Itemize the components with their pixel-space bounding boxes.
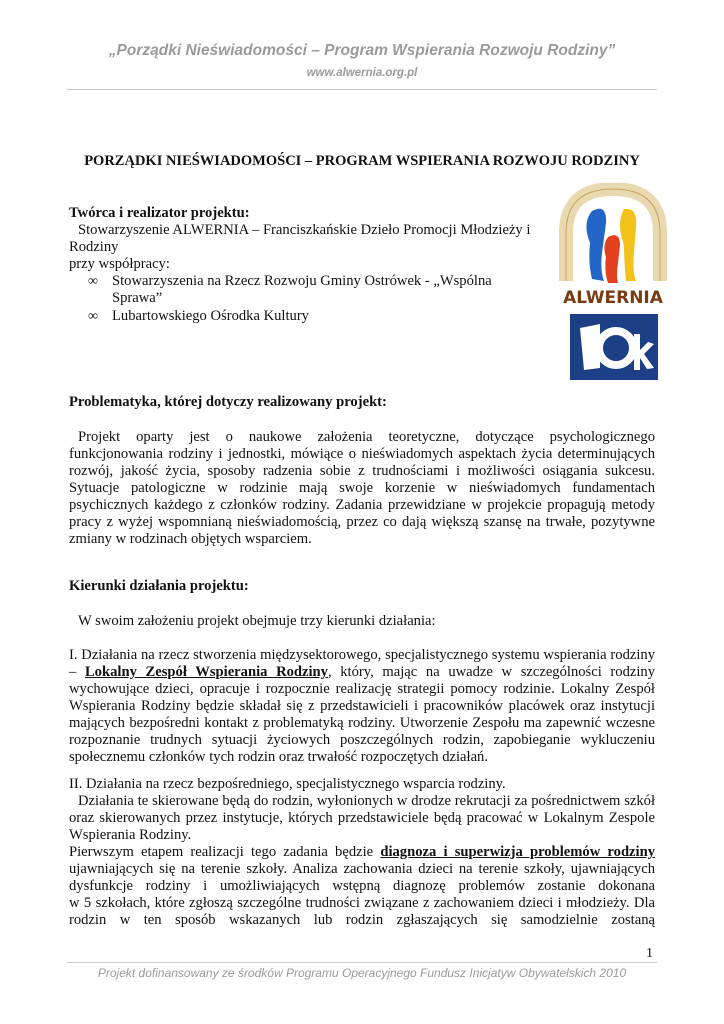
section1-line: mających bezpośredni kontakt z problematyką rodziny. Utworzenie Zespołu ma zapewnić wczesne: [69, 715, 655, 731]
section2-line: Wspierania Rodziny.: [69, 827, 192, 843]
header-title: „Porządki Nieświadomości – Program Wspierania Rozwoju Rodziny”: [108, 42, 616, 59]
infinity-bullet-icon: ∞: [88, 309, 98, 324]
page-number: 1: [646, 946, 653, 961]
section1-line1: I. Działania na rzecz stworzenia międzysektorowego, specjalistycznego systemu wspierania rodziny: [69, 647, 655, 663]
section2-line: ujawniających się na terenie szkoły. Analiza zachowania dzieci na terenie szkoły, ujawniających: [69, 861, 655, 877]
creator-line1: Stowarzyszenie ALWERNIA – Franciszkańskie Dzieło Promocji Młodzieży i: [78, 222, 531, 238]
header-url[interactable]: www.alwernia.org.pl: [306, 67, 418, 79]
problem-line: zmiany w rodzinach objętych wsparciem.: [69, 531, 312, 547]
creator-line2: Rodziny: [69, 239, 119, 255]
section2-line: rodzin w ten sposób wskazanych lub rodzin zgłaszających się samodzielnie zostaną: [69, 912, 655, 928]
alwernia-logo: [552, 183, 674, 305]
diagnoza-highlight: diagnoza i superwizja problemów rodziny: [380, 844, 656, 860]
document-title: PORZĄDKI NIEŚWIADOMOŚCI – PROGRAM WSPIERANIA ROZWOJU RODZINY: [84, 153, 640, 169]
section2-line: dysfunkcje rodziny i umożliwiających wstępną diagnozę problemów zostanie dokonana: [69, 878, 655, 894]
directions-heading: Kierunki działania projektu:: [69, 578, 249, 594]
lok-emblem-icon: [570, 314, 658, 380]
section1-line2: – Lokalny Zespół Wspierania Rodziny, który, mając na uwadze w szczególności rodziny: [69, 664, 655, 680]
section2-line1: II. Działania na rzecz bezpośredniego, specjalistycznego wsparcia rodziny.: [69, 776, 506, 792]
section2-line: w 5 szkołach, które zgłoszą szczególne trudności związane z zachowaniem dzieci i młodzieży. Dla: [69, 895, 655, 911]
lok-logo: [570, 314, 658, 380]
alwernia-wordmark: ALWERNIA: [563, 288, 663, 305]
problem-line: psychicznych każdego z członków rodziny. Zadania przewidziane w projekcie propagują metody: [69, 497, 655, 513]
header-divider: [67, 89, 657, 90]
problem-line: rozwój, jakość życia, sposoby radzenia sobie z trudnościami i możliwości osiągania sukcesu.: [69, 463, 655, 479]
footer-divider: [67, 962, 657, 963]
section1-line: rozpoznanie trudnych sytuacji życiowych poszczególnych rodzin, zapobieganie wykluczeniu: [69, 732, 655, 748]
infinity-bullet-icon: ∞: [88, 274, 98, 289]
lokalny-zespol-highlight: Lokalny Zespół Wspierania Rodziny: [84, 664, 328, 680]
section1-line: Wspierania Rodziny będzie składał się z przedstawicieli i pracowników placówek oraz instytucji: [69, 698, 655, 714]
problem-line: funkcjonowania rodziny i jednostki, mówiące o nieświadomych aspektach życia determinujących: [69, 446, 655, 462]
footer-text: Projekt dofinansowany ze środków Programu Operacyjnego Fundusz Inicjatyw Obywatelskich 2010: [97, 966, 627, 980]
partner-1-line1: Stowarzyszenia na Rzecz Rozwoju Gminy Ostrówek - „Wspólna: [112, 273, 492, 289]
cooperation-label: przy współpracy:: [69, 256, 170, 272]
partner-2-line1: Lubartowskiego Ośrodka Kultury: [112, 308, 309, 324]
problem-line: pracy z wyżej wspomnianą nieświadomością, przez co dają większą szansę na trwałe, pozytywne: [69, 514, 655, 530]
directions-intro: W swoim założeniu projekt obejmuje trzy kierunki działania:: [78, 613, 436, 629]
section2-line: Działania te skierowane będą do rodzin, wyłonionych w drodze rekrutacji za pośrednictwem szkół: [78, 793, 655, 809]
problem-heading: Problematyka, której dotyczy realizowany projekt:: [69, 394, 387, 410]
partner-1-line2: Sprawa”: [112, 290, 163, 306]
problem-line: Projekt oparty jest o naukowe założenia teoretyczne, dotyczące psychologicznego: [78, 429, 655, 445]
problem-line: Sytuacje patologiczne w rodzinie mają swoje korzenie w nieświadomych fundamentach: [69, 480, 655, 496]
section2-line: oraz skierowanych przez instytucje, których przedstawiciele będą pracować w Lokalnym Zespole: [69, 810, 655, 826]
section1-line: społecznemu członków tych rodzin oraz trwałość rozpoczętych działań.: [69, 749, 488, 765]
section1-line: wychowujące dzieci, opracuje i rozpocznie realizację strategii pomocy rodzinie. Lokalny Zespół: [69, 681, 655, 697]
creator-heading: Twórca i realizator projektu:: [69, 205, 250, 221]
section2-stage-line: Pierwszym etapem realizacji tego zadania będzie diagnoza i superwizja problemów rodziny: [69, 844, 656, 860]
